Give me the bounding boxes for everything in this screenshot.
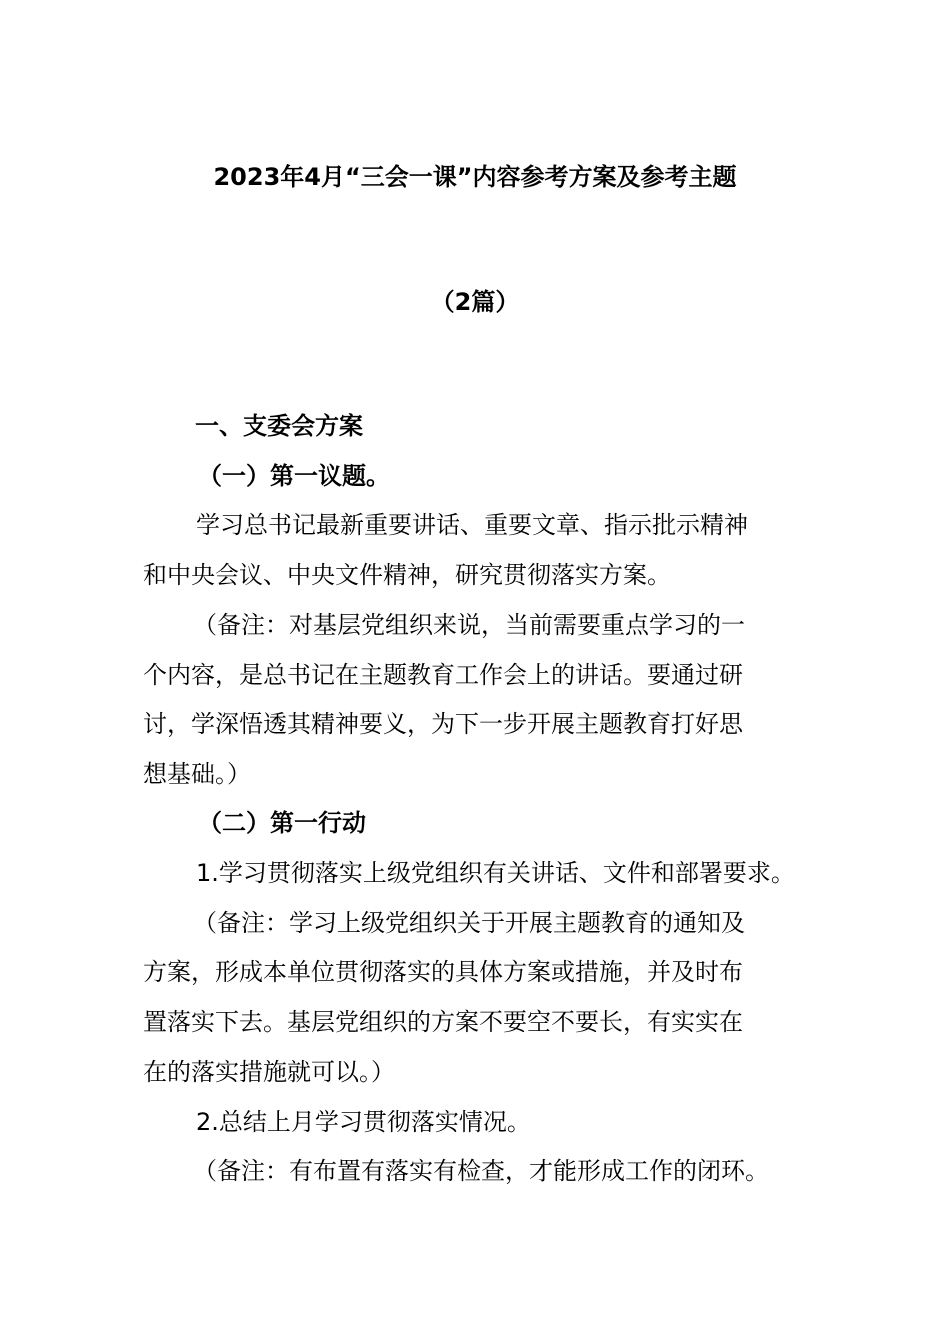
- note-line: 置落实下去。基层党组织的方案不要空不要长，有实实在: [143, 1008, 743, 1036]
- note-line: （备注：对基层党组织来说，当前需要重点学习的一: [193, 611, 745, 639]
- note-line: 方案，形成本单位贯彻落实的具体方案或措施，并及时布: [143, 958, 743, 986]
- subsection-heading-first-topic: （一）第一议题。: [198, 462, 390, 490]
- paragraph-line: 和中央会议、中央文件精神，研究贯彻落实方案。: [143, 561, 671, 589]
- note-line: （备注：有布置有落实有检查，才能形成工作的闭环。: [193, 1157, 769, 1185]
- list-item: 1.学习贯彻落实上级党组织有关讲话、文件和部署要求。: [196, 859, 795, 887]
- section-heading-branch-committee: 一、支委会方案: [195, 412, 363, 440]
- list-item: 2.总结上月学习贯彻落实情况。: [196, 1108, 531, 1136]
- note-line: 个内容，是总书记在主题教育工作会上的讲话。要通过研: [143, 661, 743, 689]
- document-subtitle: （2篇）: [430, 288, 520, 316]
- note-line: 在的落实措施就可以。）: [143, 1058, 395, 1086]
- subsection-heading-first-action: （二）第一行动: [198, 809, 366, 837]
- note-line: 想基础。）: [143, 760, 251, 788]
- document-title: 2023年4月“三会一课”内容参考方案及参考主题: [213, 163, 737, 191]
- note-line: 讨，学深悟透其精神要义，为下一步开展主题教育打好思: [143, 710, 743, 738]
- paragraph-line: 学习总书记最新重要讲话、重要文章、指示批示精神: [196, 511, 748, 539]
- note-line: （备注：学习上级党组织关于开展主题教育的通知及: [193, 909, 745, 937]
